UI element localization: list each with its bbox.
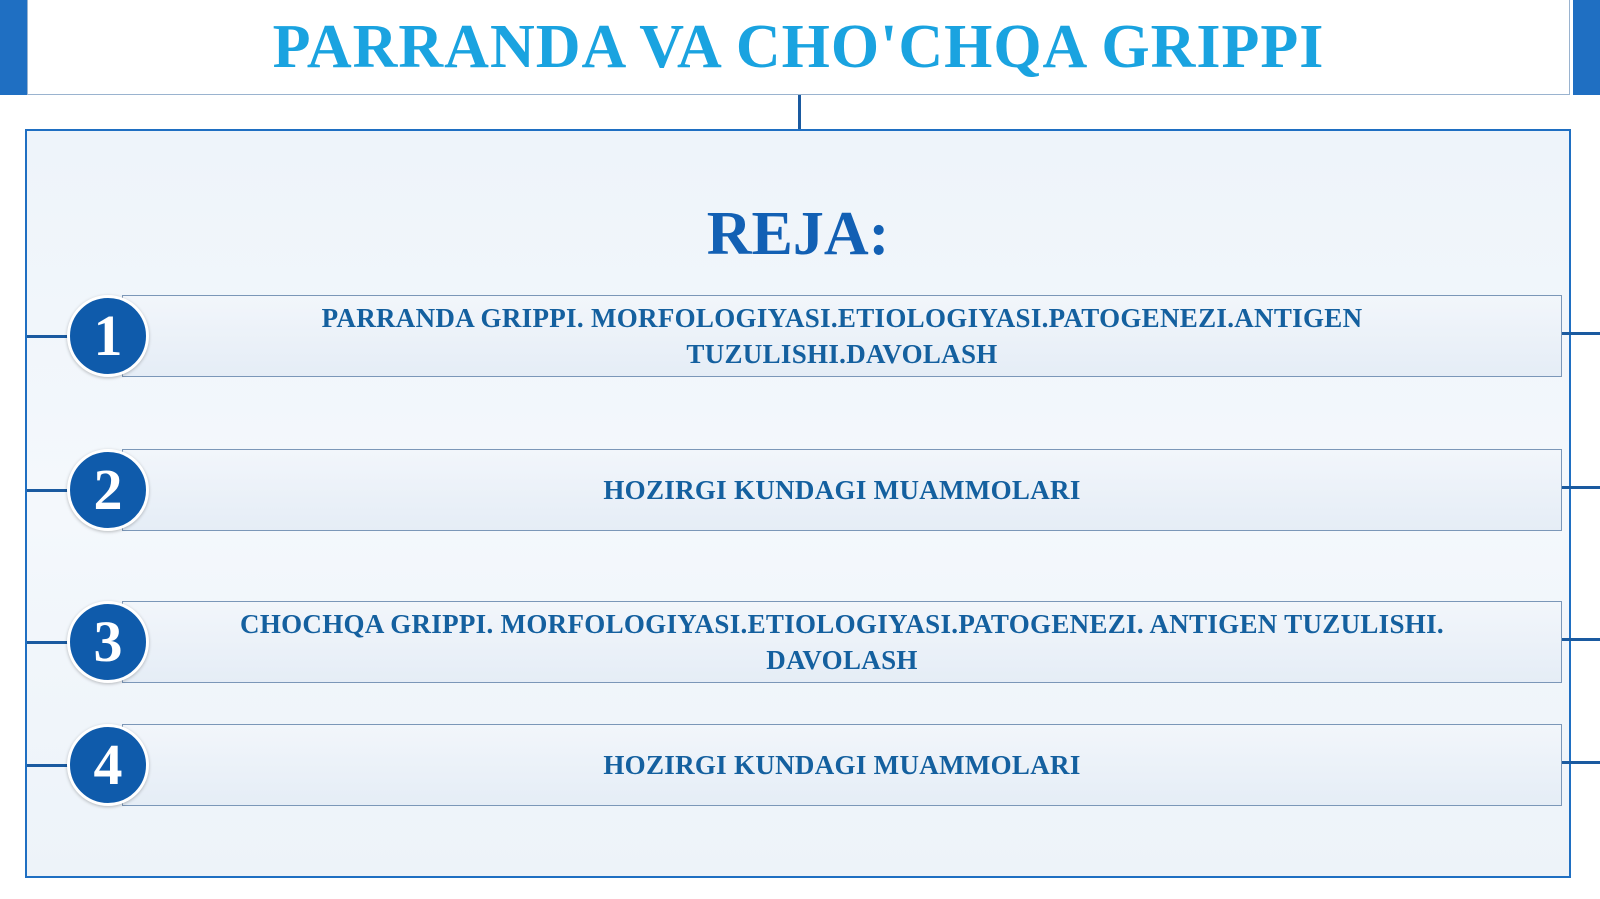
item-text: PARRANDA GRIPPI. MORFOLOGIYASI.ETIOLOGIYASI.PATOGENEZI.ANTIGEN TUZULISHI.DAVOLASH xyxy=(321,303,1363,369)
plan-item-4 xyxy=(27,724,1573,806)
right-connector xyxy=(1562,638,1600,641)
item-text: CHOCHQA GRIPPI. MORFOLOGIYASI.ETIOLOGIYASI.PATOGENEZI. ANTIGEN TUZULISHI. DAVOLASH xyxy=(240,609,1444,675)
item-text: HOZIRGI KUNDAGI MUAMMOLARI xyxy=(603,475,1081,505)
item-bar xyxy=(122,449,1562,531)
plan-item-2 xyxy=(27,449,1573,531)
item-number-badge: 4 xyxy=(67,724,149,806)
main-panel xyxy=(25,129,1571,878)
title-connector-line xyxy=(798,95,801,129)
item-text: HOZIRGI KUNDAGI MUAMMOLARI xyxy=(603,750,1081,780)
right-connector xyxy=(1562,761,1600,764)
item-bar xyxy=(122,724,1562,806)
plan-heading: REJA: xyxy=(706,200,890,268)
item-bar xyxy=(122,601,1562,683)
slide-title: PARRANDA VA CHO'CHQA GRIPPI xyxy=(272,13,1325,81)
plan-item-1 xyxy=(27,295,1573,377)
item-number-badge: 1 xyxy=(67,295,149,377)
left-connector xyxy=(27,489,71,492)
right-connector xyxy=(1562,332,1600,335)
item-number-badge: 2 xyxy=(67,449,149,531)
left-connector xyxy=(27,335,71,338)
plan-item-3 xyxy=(27,601,1573,683)
right-accent-bar xyxy=(1573,0,1600,95)
left-connector xyxy=(27,764,71,767)
item-number-badge: 3 xyxy=(67,601,149,683)
right-connector xyxy=(1562,486,1600,489)
left-connector xyxy=(27,641,71,644)
title-box xyxy=(27,0,1570,95)
item-bar xyxy=(122,295,1562,377)
left-accent-bar xyxy=(0,0,27,95)
